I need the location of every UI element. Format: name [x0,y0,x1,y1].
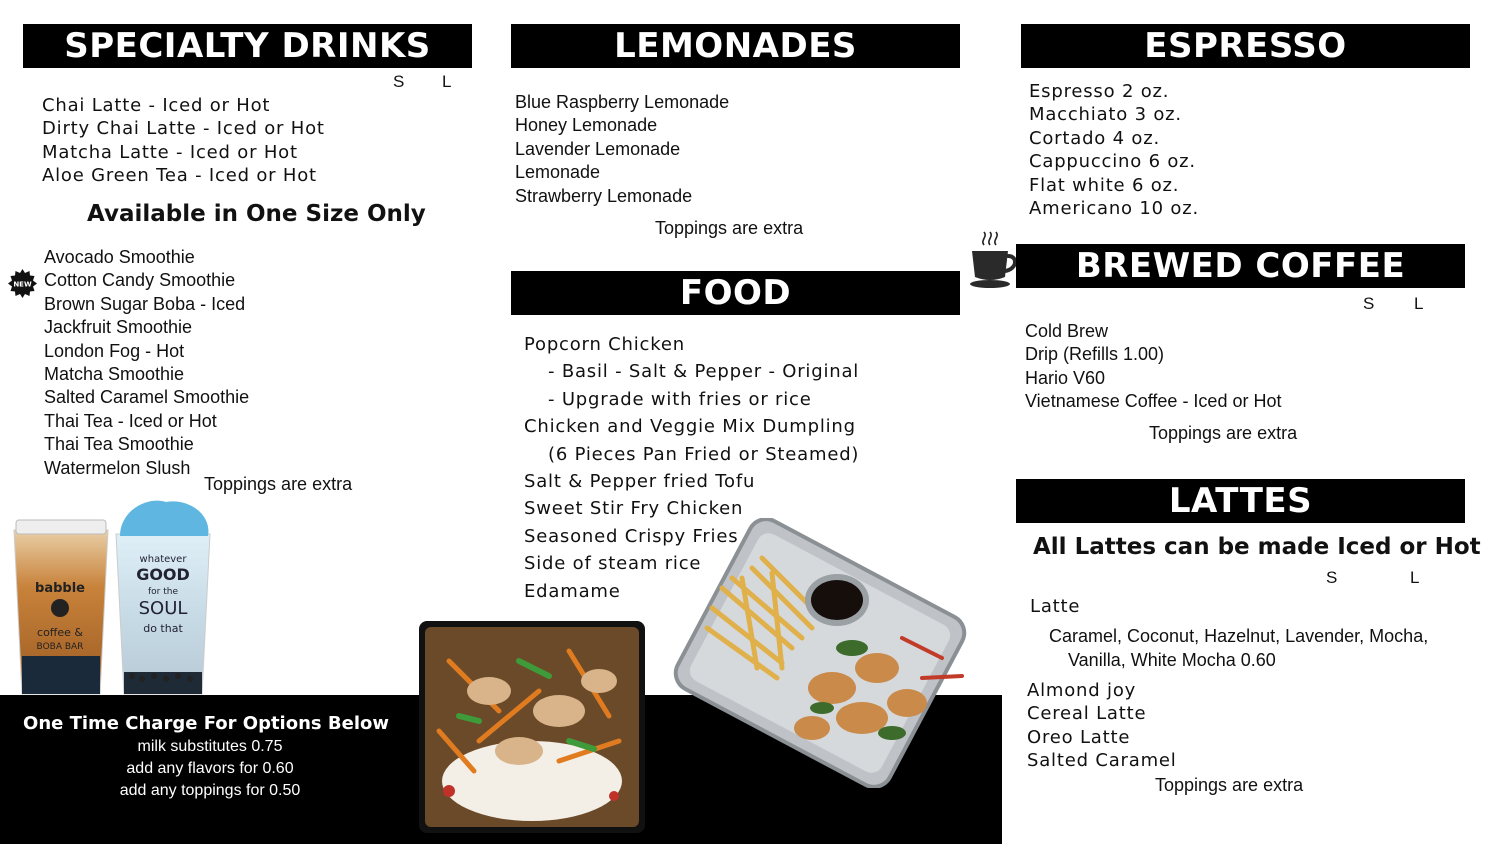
list-item: Espresso 2 oz. [1029,81,1170,102]
cup1-line3: BOBA BAR [36,642,84,652]
brewed-toppings-note: Toppings are extra [1149,423,1298,443]
latte-flavors-line2: Vanilla, White Mocha 0.60 [1068,650,1276,670]
list-item: Almond joy [1027,680,1137,701]
list-item: Edamame [524,580,621,602]
list-item: Thai Tea Smoothie [44,434,194,455]
brewed-size-l: L [1414,294,1424,313]
cup2-line3: for the [147,587,179,597]
coffee-cup-icon [968,231,1018,291]
list-item: Oreo Latte [1027,726,1131,748]
list-item: Jackfruit Smoothie [44,317,193,338]
list-item: Avocado Smoothie [44,247,195,267]
espresso-header: ESPRESSO [1021,24,1470,68]
specialty-drinks-header: SPECIALTY DRINKS [23,24,472,68]
list-item: Chicken and Veggie Mix Dumpling [524,416,856,438]
list-item: Brown Sugar Boba - Iced [44,293,246,314]
specialty-toppings-note: Toppings are extra [204,474,353,494]
fries-tray-image [662,518,978,788]
list-item: Sweet Stir Fry Chicken [524,498,744,520]
list-item: Cortado 4 oz. [1029,127,1160,149]
list-item: Cotton Candy Smoothie [44,270,236,291]
list-item: Aloe Green Tea - Iced or Hot [42,165,317,187]
list-item: Side of steam rice [524,553,702,575]
lattes-header: LATTES [1016,479,1465,523]
cup2-line4: SOUL [138,598,188,619]
list-item: Strawberry Lemonade [515,185,693,206]
lemonades-list [515,91,729,208]
latte-flavors-line1: Caramel, Coconut, Hazelnut, Lavender, Mocha, [1049,626,1429,646]
options-line-milk: milk substitutes 0.75 [137,738,283,755]
lemonades-toppings-note: Toppings are extra [655,218,804,238]
one-size-list [44,246,249,480]
list-item: Matcha Latte - Iced or Hot [42,141,298,163]
cup2-line1: whatever [139,554,187,565]
options-line-toppings: add any toppings for 0.50 [119,782,301,799]
options-title: One Time Charge For Options Below [23,713,389,734]
cup1-line2: coffee & [37,626,83,639]
options-line-flavors: add any flavors for 0.60 [126,760,294,777]
cup2-line5: do that [143,622,183,635]
list-item: Macchiato 3 oz. [1029,104,1182,126]
one-size-heading: Available in One Size Only [87,201,426,227]
specialty-list [42,94,325,188]
list-item: - Upgrade with fries or rice [548,388,812,410]
list-item: Dirty Chai Latte - Iced or Hot [42,118,325,140]
brewed-coffee-header: BREWED COFFEE [1016,244,1465,288]
brewed-list [1025,320,1281,414]
food-header: FOOD [511,271,960,315]
list-item: Salted Caramel Smoothie [44,387,250,408]
latte-item: Latte [1030,596,1081,617]
lemonades-header: LEMONADES [511,24,960,68]
list-item: London Fog - Hot [44,340,185,361]
cup1-brand: babble [35,581,85,596]
list-item: Seasoned Crispy Fries [524,525,739,547]
lattes-toppings-note: Toppings are extra [1155,775,1304,795]
list-item: Watermelon Slush [44,457,191,478]
lattes-subtitle: All Lattes can be made Iced or Hot [1033,534,1481,560]
list-item: Flat white 6 oz. [1029,174,1180,196]
specialty-size-l: L [442,72,452,91]
cup2-line2: GOOD [136,565,190,584]
lattes-list [1027,679,1177,773]
list-item: Salt & Pepper fried Tofu [524,471,756,493]
new-badge-label: NEW [13,280,32,289]
list-item: Thai Tea - Iced or Hot [44,410,217,431]
list-item: Cappuccino 6 oz. [1029,151,1196,173]
list-item: Cold Brew [1025,321,1109,341]
list-item: Hario V60 [1025,367,1106,388]
list-item: Salted Caramel [1027,750,1177,772]
list-item: Vietnamese Coffee - Iced or Hot [1025,391,1282,412]
list-item: Cereal Latte [1027,703,1147,725]
stir-fry-image [419,621,645,833]
list-item: Honey Lemonade [515,115,658,136]
list-item: Blue Raspberry Lemonade [515,92,730,112]
lattes-size-l: L [1410,568,1420,587]
list-item: Lavender Lemonade [515,138,681,159]
list-item: Popcorn Chicken [524,334,685,355]
specialty-size-s: S [393,72,405,91]
list-item: Matcha Smoothie [44,364,185,385]
list-item: Americano 10 oz. [1029,198,1200,220]
boba-cups-image [8,496,218,696]
list-item: Drip (Refills 1.00) [1025,344,1165,365]
espresso-list [1029,80,1199,220]
lattes-size-s: S [1326,568,1338,587]
list-item: Chai Latte - Iced or Hot [42,95,271,116]
list-item: (6 Pieces Pan Fried or Steamed) [548,443,860,465]
list-item: - Basil - Salt & Pepper - Original [548,361,860,383]
new-badge-icon [8,269,37,298]
list-item: Lemonade [515,162,601,183]
brewed-size-s: S [1363,294,1375,313]
